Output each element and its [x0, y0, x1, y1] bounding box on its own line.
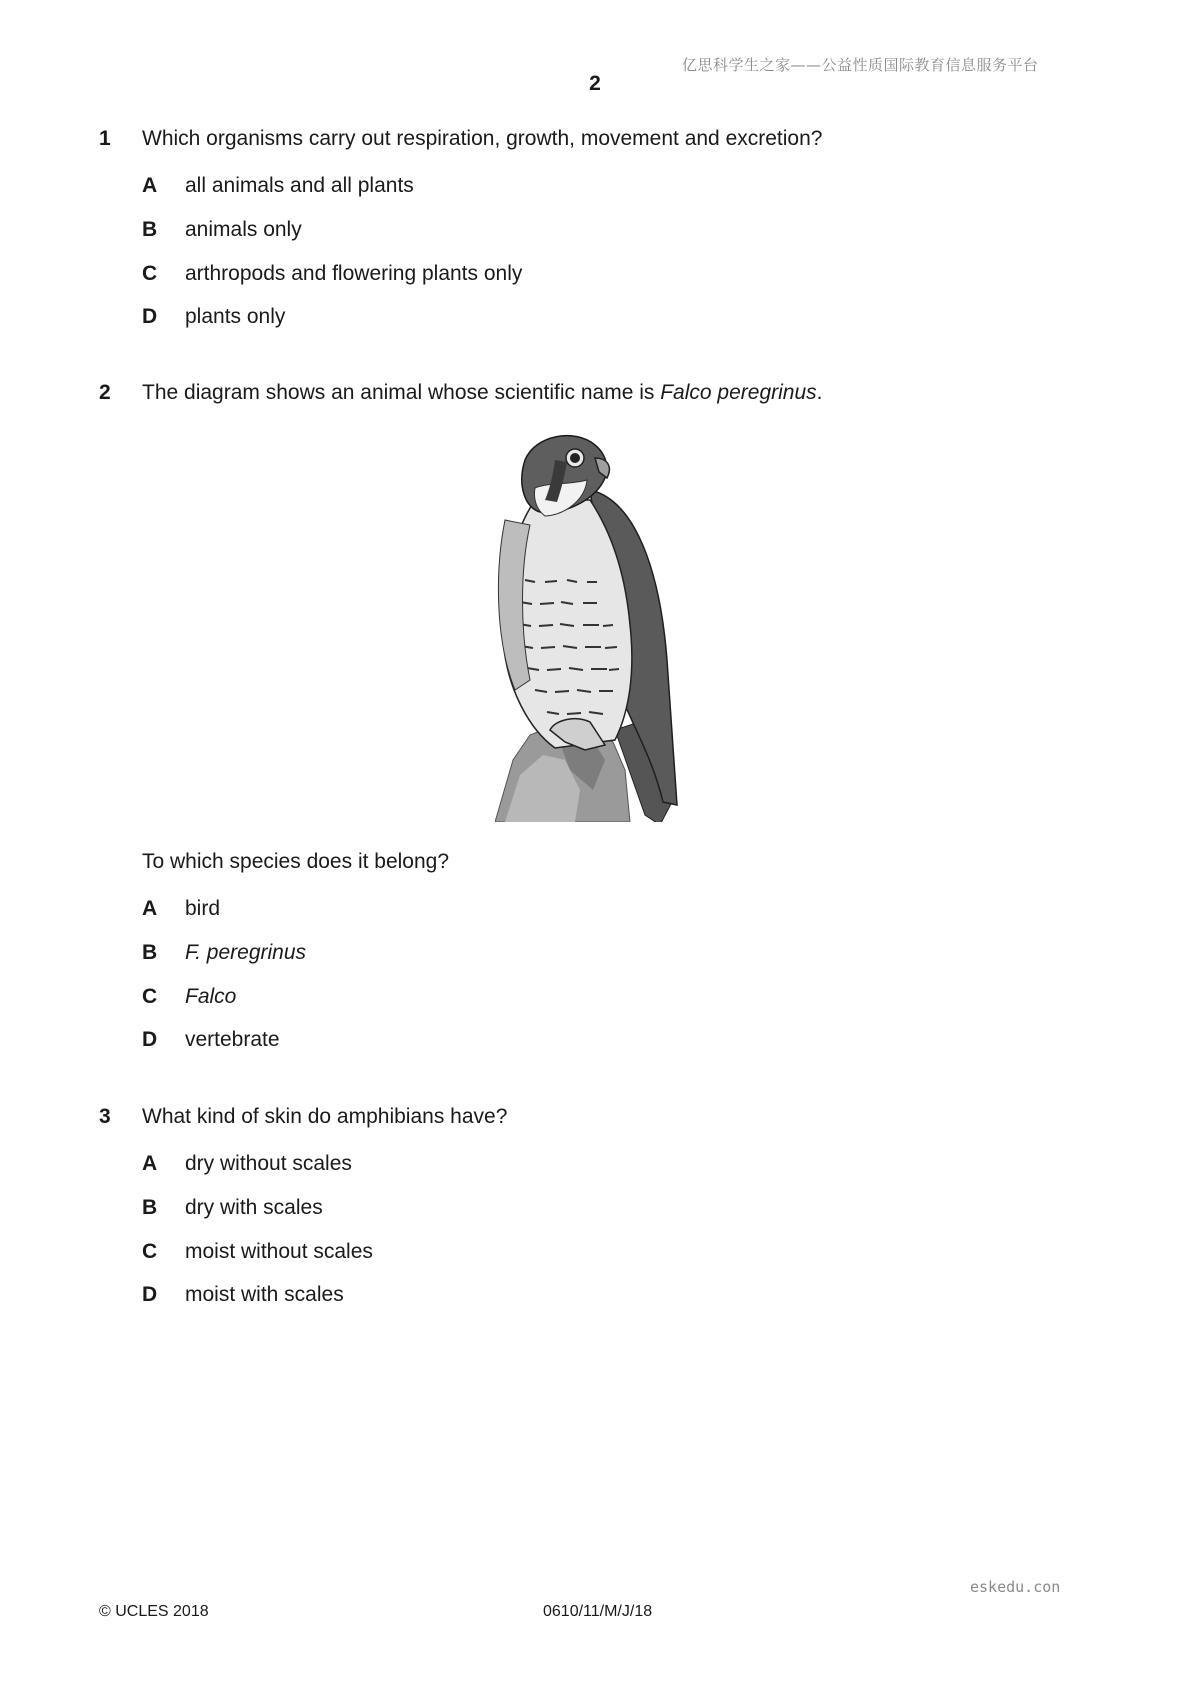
option-letter: A — [142, 897, 158, 920]
paper-code: 0610/11/M/J/18 — [543, 1603, 653, 1620]
page-number: 2 — [589, 72, 601, 95]
option-d — [142, 1283, 344, 1307]
option-text: Falco — [185, 985, 237, 1008]
question-number: 1 — [99, 127, 111, 150]
question-text-part: . — [816, 381, 823, 404]
question-text: What kind of skin do amphibians have? — [142, 1105, 508, 1128]
question-number: 3 — [99, 1105, 111, 1128]
option-letter: B — [142, 941, 158, 964]
option-c — [142, 985, 236, 1009]
option-letter: A — [142, 1152, 158, 1175]
option-text: dry without scales — [185, 1152, 352, 1175]
option-letter: D — [142, 305, 158, 328]
sub-question-text: To which species does it belong? — [142, 850, 450, 873]
copyright: © UCLES 2018 — [99, 1603, 209, 1620]
option-letter: D — [142, 1283, 158, 1306]
question-text — [142, 381, 823, 405]
header-watermark: 亿思科学生之家——公益性质国际教育信息服务平台 — [682, 56, 1039, 74]
option-letter: C — [142, 1240, 158, 1263]
option-a — [142, 1152, 352, 1176]
option-text: dry with scales — [185, 1196, 323, 1219]
question-text: Which organisms carry out respiration, growth, movement and excretion? — [142, 127, 823, 150]
scientific-name: Falco peregrinus — [660, 381, 817, 404]
option-letter: C — [142, 985, 158, 1008]
option-a — [142, 897, 220, 921]
option-c — [142, 1240, 373, 1264]
option-text: animals only — [185, 218, 302, 241]
option-text: arthropods and flowering plants only — [185, 262, 523, 285]
peregrine-falcon-illustration — [495, 430, 700, 822]
option-d — [142, 305, 285, 329]
option-letter: B — [142, 1196, 158, 1219]
option-text: all animals and all plants — [185, 174, 414, 197]
option-text: plants only — [185, 305, 286, 328]
option-text: F. peregrinus — [185, 941, 307, 964]
option-b — [142, 941, 306, 965]
option-c — [142, 262, 522, 286]
option-b — [142, 218, 302, 242]
footer-watermark: eskedu.con — [970, 1578, 1061, 1596]
option-text: moist with scales — [185, 1283, 344, 1306]
option-letter: D — [142, 1028, 158, 1051]
option-letter: A — [142, 174, 158, 197]
option-letter: B — [142, 218, 158, 241]
option-b — [142, 1196, 323, 1220]
question-text-part: The diagram shows an animal whose scientific name is — [142, 381, 661, 404]
option-text: moist without scales — [185, 1240, 373, 1263]
option-text: bird — [185, 897, 221, 920]
option-a — [142, 174, 414, 198]
option-d — [142, 1028, 280, 1052]
option-letter: C — [142, 262, 158, 285]
question-number: 2 — [99, 381, 111, 404]
option-text: vertebrate — [185, 1028, 280, 1051]
